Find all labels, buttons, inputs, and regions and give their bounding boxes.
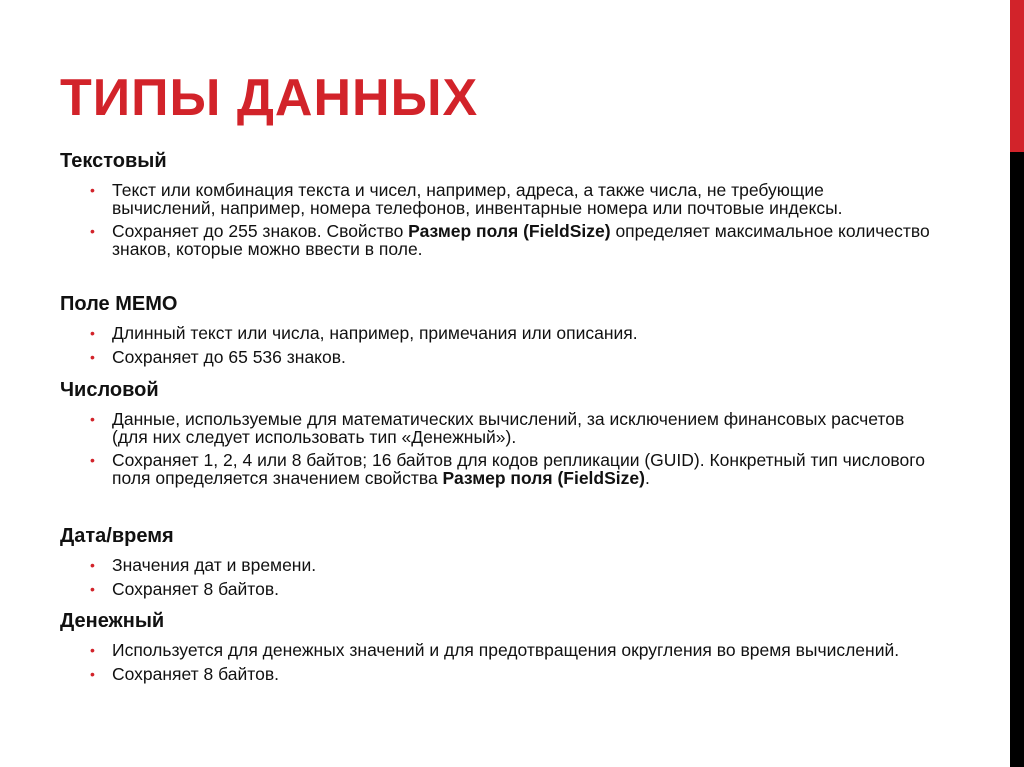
section-heading: Числовой xyxy=(60,379,159,401)
bullet-icon: • xyxy=(90,411,95,427)
text: Длинный текст или числа, например, примечания или описания. xyxy=(112,323,638,343)
section-heading: Денежный xyxy=(60,610,165,632)
section-heading: Поле MEMO xyxy=(60,293,178,315)
bullet-icon: • xyxy=(90,325,95,341)
bullet-item xyxy=(60,411,932,446)
section xyxy=(60,291,940,372)
bullet-icon: • xyxy=(90,452,95,468)
text: Значения дат и времени. xyxy=(112,555,317,575)
bullet-icon: • xyxy=(90,182,95,198)
bullet-list xyxy=(60,557,940,598)
text: Данные, используемые для математических вычислений, за исключением финансовых расчетов (для них следует использовать тип «Денежный»). xyxy=(112,409,905,447)
bold-text: Размер поля (FieldSize) xyxy=(442,467,645,488)
section-heading: Текстовый xyxy=(60,150,167,172)
bold-text: Размер поля (FieldSize) xyxy=(408,221,611,241)
text: Сохраняет до 255 знаков. Свойство xyxy=(112,221,409,241)
bullet-icon: • xyxy=(90,557,95,573)
accent-bar-red xyxy=(1010,0,1024,152)
text: Сохраняет 1, 2, 4 или 8 байтов; 16 байтов для кодов репликации (GUID). Конкретный тип числового поля определяется значением свойства xyxy=(112,450,925,488)
bullet-item xyxy=(60,452,932,487)
bullet-item xyxy=(60,578,932,599)
bullet-item xyxy=(60,557,932,575)
bullet-list xyxy=(60,325,940,366)
text: Используется для денежных значений и для предотвращения округления во время вычислений. xyxy=(112,640,900,660)
section xyxy=(60,148,940,264)
section xyxy=(60,523,940,604)
bullet-list xyxy=(60,642,940,683)
bullet-item xyxy=(60,223,932,258)
section xyxy=(60,377,940,493)
bullet-icon: • xyxy=(90,348,95,365)
text: Сохраняет до 65 536 знаков. xyxy=(112,346,346,367)
bullet-item xyxy=(60,663,932,684)
bullet-list xyxy=(60,182,940,258)
bullet-item xyxy=(60,182,932,217)
bullet-item xyxy=(60,346,932,367)
bullet-item xyxy=(60,642,932,660)
bullet-icon: • xyxy=(90,642,95,658)
text: Текст или комбинация текста и чисел, например, адреса, а также числа, не требующие вычислений, например, номера телефонов, инвентарные номера или почтовые индексы. xyxy=(112,180,843,218)
bullet-list xyxy=(60,411,940,487)
section-heading: Дата/время xyxy=(60,525,174,547)
text: Сохраняет 8 байтов. xyxy=(112,663,279,684)
text: . xyxy=(644,467,650,488)
bullet-item xyxy=(60,325,932,343)
bullet-icon: • xyxy=(90,580,95,597)
text: Сохраняет 8 байтов. xyxy=(112,578,279,599)
section xyxy=(60,608,940,689)
accent-bar-black xyxy=(1010,152,1024,767)
text: определяет максимальное количество знаков, которые можно ввести в поле. xyxy=(112,221,930,259)
slide-title: ТИПЫ ДАННЫХ xyxy=(60,69,479,127)
bullet-icon: • xyxy=(90,223,95,239)
bullet-icon: • xyxy=(90,665,95,682)
